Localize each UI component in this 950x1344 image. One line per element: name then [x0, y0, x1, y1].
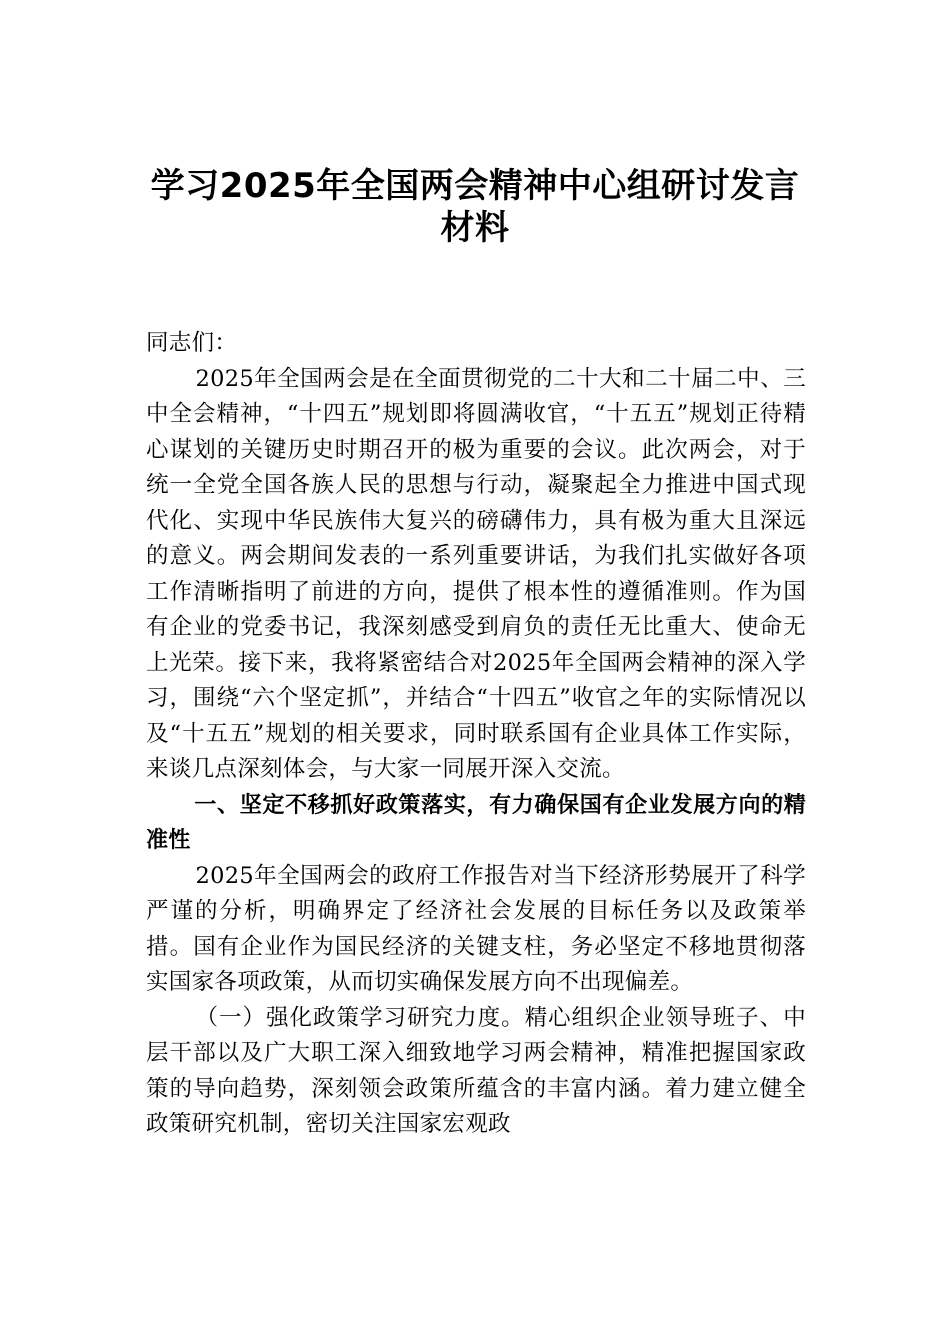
section-heading-1: 一、坚定不移抓好政策落实，有力确保国有企业发展方向的精准性	[146, 792, 806, 853]
document-title-line-1: 学习2025年全国两会精神中心组研讨发言	[150, 166, 800, 206]
document-body	[146, 326, 806, 1143]
salutation: 同志们：	[146, 330, 238, 356]
document-title-line-2: 材料	[440, 208, 510, 248]
paragraph-subsection-1: （一）强化政策学习研究力度。精心组织企业领导班子、中层干部以及广大职工深入细致地学习两会精神，精准把握国家政策的导向趋势，深刻领会政策所蕴含的丰富内涵。着力建立健全政策研究机制，密切关注国家宏观政	[146, 1004, 806, 1137]
paragraph-intro: 2025年全国两会是在全面贯彻党的二十大和二十届二中、三中全会精神，“十四五”规划即将圆满收官，“十五五”规划正待精心谋划的关键历史时期召开的极为重要的会议。此次两会，对于统一全党全国各族人民的思想与行动，凝聚起全力推进中国式现代化、实现中华民族伟大复兴的磅礴伟力，具有极为重大且深远的意义。两会期间发表的一系列重要讲话，为我们扎实做好各项工作清晰指明了前进的方向，提供了根本性的遵循准则。作为国有企业的党委书记，我深刻感受到肩负的责任无比重大、使命无上光荣。接下来，我将紧密结合对2025年全国两会精神的深入学习，围绕“六个坚定抓”，并结合“十四五”收官之年的实际情况以及“十五五”规划的相关要求，同时联系国有企业具体工作实际，来谈几点深刻体会，与大家一同展开深入交流。	[146, 365, 806, 782]
paragraph-section-1: 2025年全国两会的政府工作报告对当下经济形势展开了科学严谨的分析，明确界定了经济社会发展的目标任务以及政策举措。国有企业作为国民经济的关键支柱，务必坚定不移地贯彻落实国家各项政策，从而切实确保发展方向不出现偏差。	[146, 862, 806, 995]
